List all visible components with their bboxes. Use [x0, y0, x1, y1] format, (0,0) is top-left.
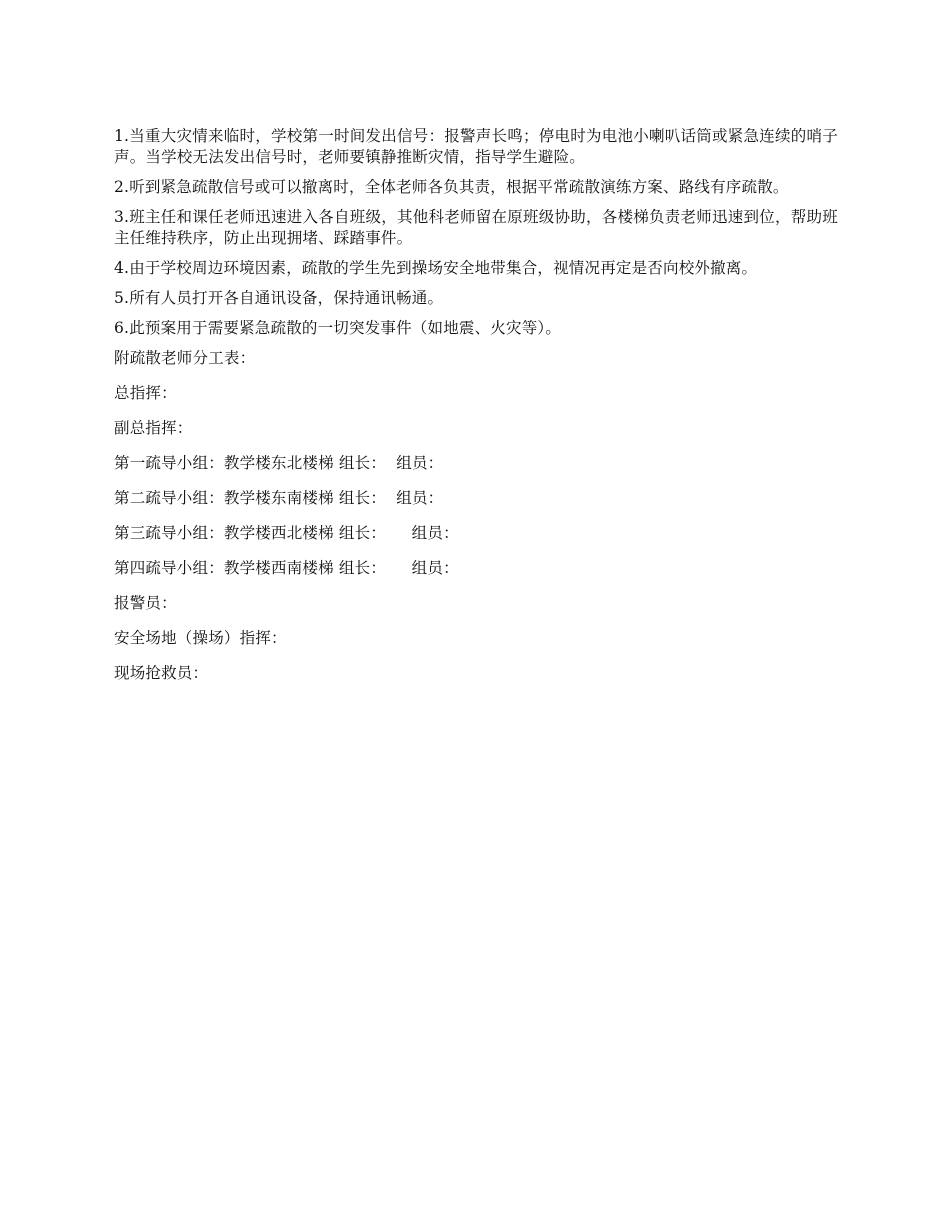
- document-body: [114, 126, 838, 698]
- paragraph-6: 6.此预案用于需要紧急疏散的一切突发事件（如地震、火灾等）。: [114, 319, 562, 337]
- role-group-4: 第四疏导小组：教学楼西南楼梯 组长： 组员：: [114, 559, 459, 577]
- paragraph-1: 1.当重大灾情来临时，学校第一时间发出信号：报警声长鸣；停电时为电池小喇叭话筒或紧急连续的哨子声。当学校无法发出信号时，老师要镇静推断灾情，指导学生避险。: [114, 127, 838, 166]
- role-group-3: 第三疏导小组：教学楼西北楼梯 组长： 组员：: [114, 524, 459, 542]
- paragraph-4: 4.由于学校周边环境因素，疏散的学生先到操场安全地带集合，视情况再定是否向校外撤离。: [114, 259, 758, 277]
- paragraph-3: 3.班主任和课任老师迅速进入各自班级，其他科老师留在原班级协助，各楼梯负责老师迅速到位，帮助班主任维持秩序，防止出现拥堵、踩踏事件。: [114, 208, 838, 247]
- role-deputy-commander: 副总指挥：: [114, 419, 193, 437]
- role-commander: 总指挥：: [114, 384, 177, 402]
- role-group-1: 第一疏导小组：教学楼东北楼梯 组长： 组员：: [114, 454, 444, 472]
- paragraph-5: 5.所有人员打开各自通讯设备，保持通讯畅通。: [114, 289, 444, 307]
- role-safe-area-commander: 安全场地（操场）指挥：: [114, 629, 287, 647]
- table-title: 附疏散老师分工表：: [114, 349, 256, 367]
- paragraph-2: 2.听到紧急疏散信号或可以撤离时，全体老师各负其责，根据平常疏散演练方案、路线有序疏散。: [114, 178, 789, 196]
- role-alarm-officer: 报警员：: [114, 594, 177, 612]
- role-rescuer: 现场抢救员：: [114, 664, 209, 682]
- role-group-2: 第二疏导小组：教学楼东南楼梯 组长： 组员：: [114, 489, 444, 507]
